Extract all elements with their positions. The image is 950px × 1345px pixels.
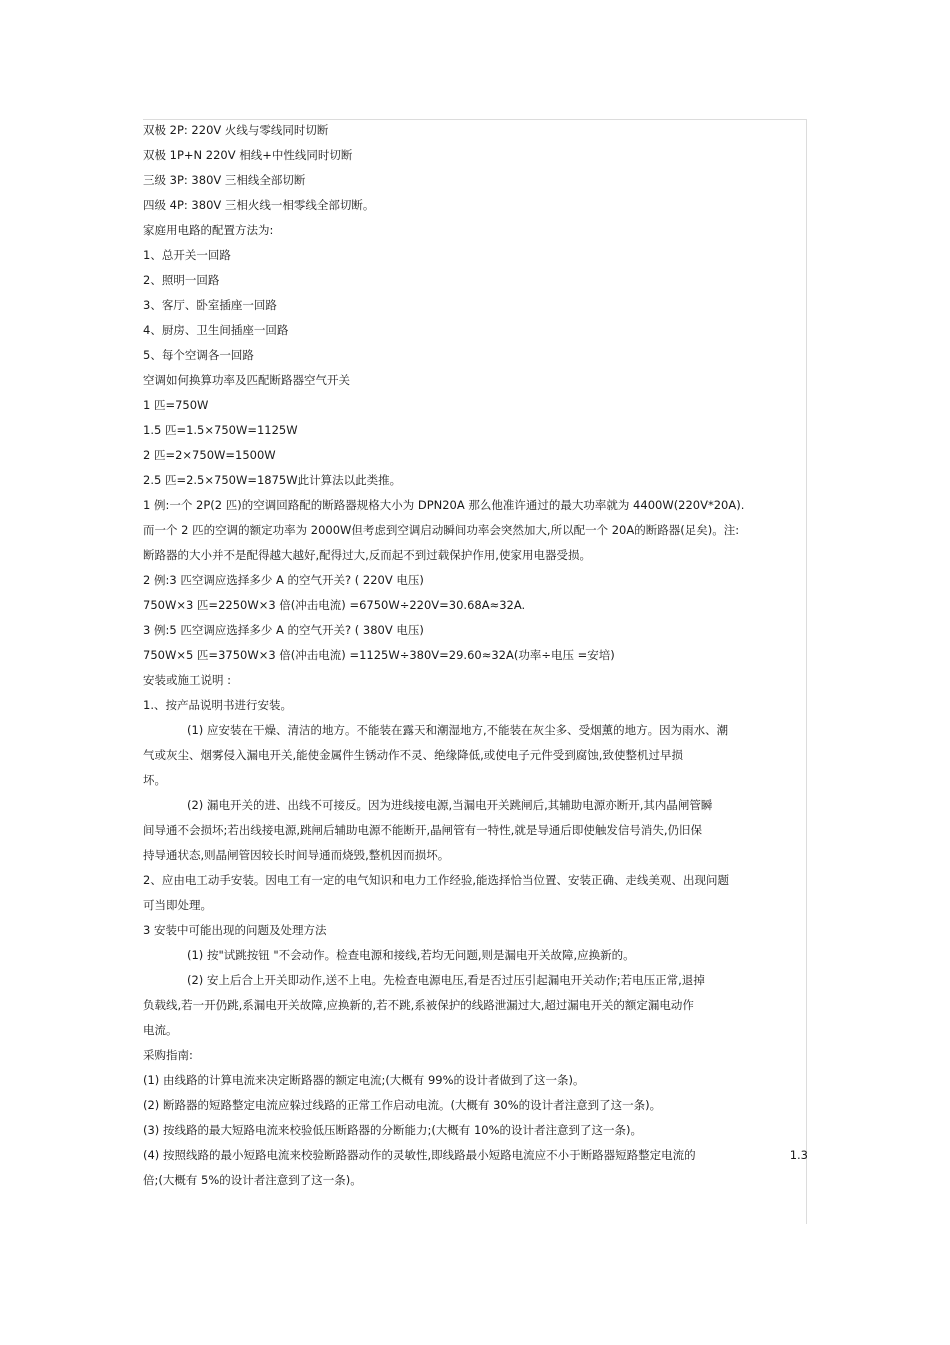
section-heading: 家庭用电路的配置方法为: (143, 223, 274, 237)
text-line: 2 例:3 匹空调应选择多少 A 的空气开关? ( 220V 电压) (143, 573, 424, 587)
text-line: (2) 安上后合上开关即动作,送不上电。先检查电源电压,看是否过压引起漏电开关动作;若电压正常,退掉 (187, 973, 705, 987)
text-line: 断路器的大小并不是配得越大越好,配得过大,反而起不到过载保护作用,使家用电器受损。 (143, 548, 591, 562)
section-heading: 安装或施工说明 : (143, 673, 232, 687)
text-line: 1 匹=750W (143, 398, 209, 412)
text-line: 750W×3 匹=2250W×3 倍(冲击电流) =6750W÷220V=30.68A≈32A. (143, 598, 526, 612)
text-line: 2.5 匹=2.5×750W=1875W此计算法以此类推。 (143, 473, 402, 487)
list-item: (3) 按线路的最大短路电流来校验低压断路器的分断能力;(大概有 10%的设计者注意到了这一条)。 (143, 1123, 643, 1137)
text-line: 而一个 2 匹的空调的额定功率为 2000W但考虑到空调启动瞬间功率会突然加大,所以配一个 20A的断路器(足矣)。注: (143, 523, 740, 537)
list-item: (1) 由线路的计算电流来决定断路器的额定电流;(大概有 99%的设计者做到了这一条)。 (143, 1073, 585, 1087)
text-line: 间导通不会损坏;若出线接电源,跳闸后辅助电源不能断开,晶闸管有一特性,就是导通后即使触发信号消失,仍旧保 (143, 823, 702, 837)
text-line: 持导通状态,则晶闸管因较长时间导通而烧毁,整机因而损坏。 (143, 848, 450, 862)
text-line: (1) 按"试跳按钮 "不会动作。检查电源和接线,若均无问题,则是漏电开关故障,应换新的。 (187, 948, 635, 962)
text-line: 三级 3P: 380V 三相线全部切断 (143, 173, 306, 187)
list-item: 4、厨房、卫生间插座一回路 (143, 323, 289, 337)
list-item (143, 1143, 808, 1168)
text-line: 1 例:一个 2P(2 匹)的空调回路配的断路器规格大小为 DPN20A 那么他准许通过的最大功率就为 4400W(220V*20A). (143, 498, 745, 512)
section-heading: 采购指南: (143, 1048, 193, 1062)
text-line: 可当即处理。 (143, 898, 212, 912)
list-item-number: 1.3 (789, 1148, 808, 1162)
text-line: 2、应由电工动手安装。因电工有一定的电气知识和电力工作经验,能选择恰当位置、安装正确、走线美观、出现问题 (143, 873, 729, 887)
text-line: 四级 4P: 380V 三相火线一相零线全部切断。 (143, 198, 375, 212)
list-item: (2) 断路器的短路整定电流应躲过线路的正常工作启动电流。(大概有 30%的设计者注意到了这一条)。 (143, 1098, 662, 1112)
text-line: 倍;(大概有 5%的设计者注意到了这一条)。 (143, 1173, 362, 1187)
section-heading: 空调如何换算功率及匹配断路器空气开关 (143, 373, 350, 387)
text-line: 坏。 (143, 773, 166, 787)
text-line: 2 匹=2×750W=1500W (143, 448, 276, 462)
list-item: 2、照明一回路 (143, 273, 220, 287)
text-line: (1) 应安装在干燥、清洁的地方。不能装在露天和潮湿地方,不能装在灰尘多、受烟薰的地方。因为雨水、潮 (187, 723, 729, 737)
list-item: 5、每个空调各一回路 (143, 348, 254, 362)
list-item-text: (4) 按照线路的最小短路电流来校验断路器动作的灵敏性,即线路最小短路电流应不小于断路器短路整定电流的 (143, 1148, 696, 1162)
list-item: 1、总开关一回路 (143, 248, 231, 262)
text-line: 电流。 (143, 1023, 178, 1037)
document-body (143, 118, 808, 1193)
text-line: (2) 漏电开关的进、出线不可接反。因为进线接电源,当漏电开关跳闸后,其辅助电源亦断开,其内晶闸管瞬 (187, 798, 713, 812)
text-line: 负载线,若一开仍跳,系漏电开关故障,应换新的,若不跳,系被保护的线路泄漏过大,超过漏电开关的额定漏电动作 (143, 998, 694, 1012)
text-line: 1.5 匹=1.5×750W=1125W (143, 423, 298, 437)
section-heading: 3 安装中可能出现的问题及处理方法 (143, 923, 327, 937)
list-item: 3、客厅、卧室插座一回路 (143, 298, 277, 312)
text-line: 1.、按产品说明书进行安装。 (143, 698, 292, 712)
text-line: 750W×5 匹=3750W×3 倍(冲击电流) =1125W÷380V=29.60≈32A(功率÷电压 =安培) (143, 648, 615, 662)
page-frame-right-border (806, 119, 807, 1224)
text-line: 气或灰尘、烟雾侵入漏电开关,能使金属件生锈动作不灵、绝缘降低,或使电子元件受到腐蚀,致使整机过早损 (143, 748, 683, 762)
text-line: 双极 1P+N 220V 相线+中性线同时切断 (143, 148, 353, 162)
text-line: 双极 2P: 220V 火线与零线同时切断 (143, 123, 329, 137)
text-line: 3 例:5 匹空调应选择多少 A 的空气开关? ( 380V 电压) (143, 623, 424, 637)
